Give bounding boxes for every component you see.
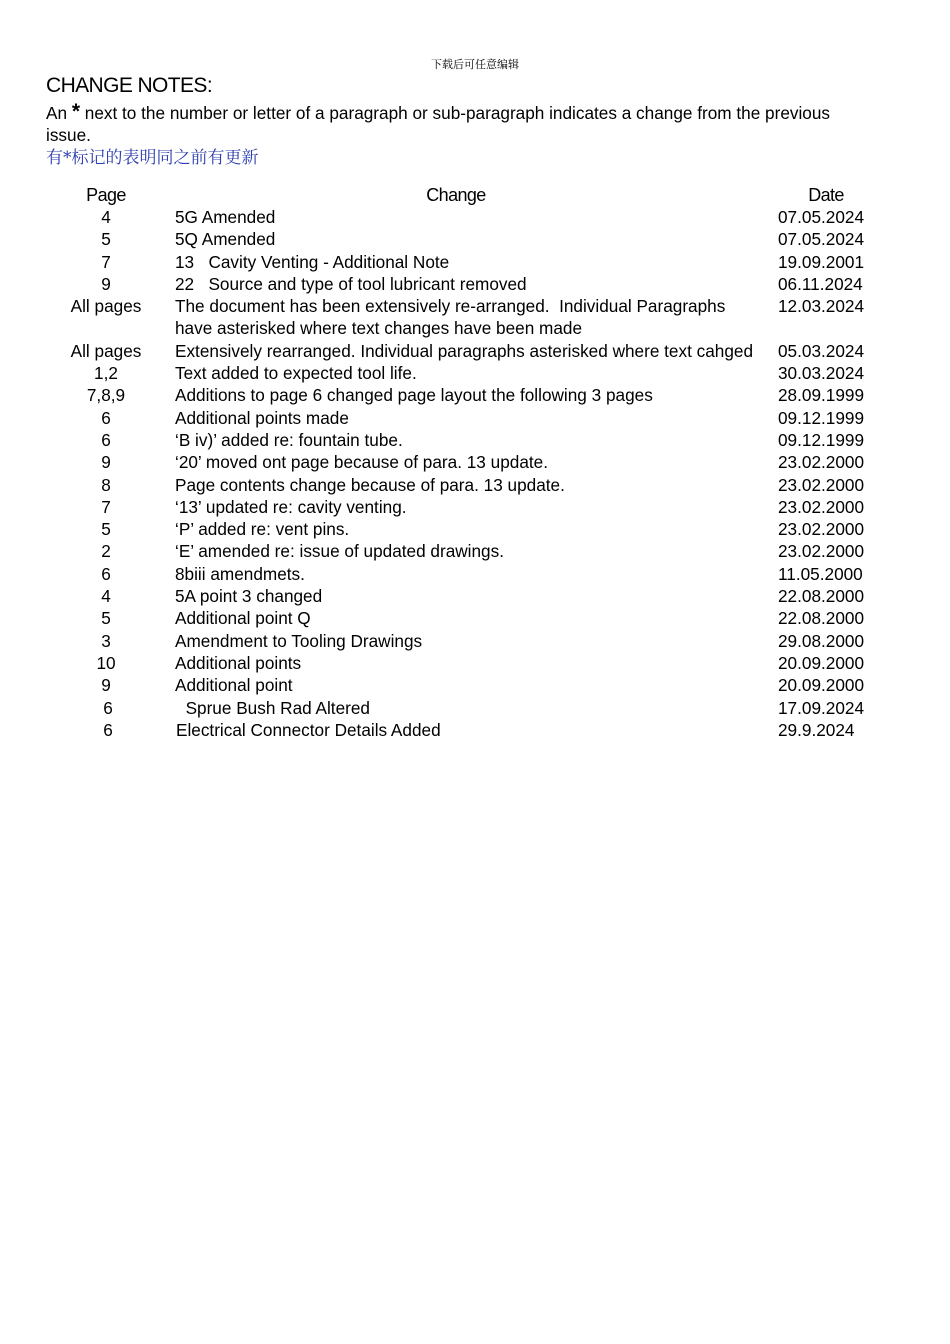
page-cell: All pages — [70, 296, 142, 317]
change-cell: ‘P’ added re: vent pins. — [175, 519, 350, 540]
chinese-note: 有*标记的表明同之前有更新 — [46, 148, 259, 168]
page-cell: 8 — [101, 474, 111, 495]
page-cell: 5 — [101, 608, 111, 629]
change-cell: 22 Source and type of tool lubricant removed — [175, 273, 527, 294]
page-cell: 6 — [103, 697, 113, 718]
page-cell: 9 — [101, 273, 111, 294]
date-cell: 07.05.2024 — [778, 229, 865, 250]
change-table-header — [0, 184, 950, 206]
change-cell: ‘B iv)’ added re: fountain tube. — [175, 429, 403, 450]
change-cell: ‘E’ amended re: issue of updated drawings. — [175, 541, 504, 562]
page-cell: 5 — [101, 229, 111, 250]
page-cell: 6 — [101, 407, 111, 428]
table-row — [0, 474, 950, 496]
date-cell: 23.02.2000 — [778, 519, 865, 540]
page-cell: 6 — [101, 429, 111, 450]
page-cell: 4 — [101, 207, 111, 227]
change-cell: The document has been extensively re-arranged. Individual Paragraphs have asterisked where text changes have been made — [175, 296, 731, 339]
table-row — [0, 451, 950, 473]
page-cell: 2 — [101, 541, 111, 562]
table-row — [0, 429, 950, 451]
intro-suffix: next to the number or letter of a paragraph or sub-paragraph indicates a change from the previous issue. — [46, 103, 831, 146]
table-row — [0, 585, 950, 607]
page-cell: All pages — [70, 340, 142, 361]
date-cell: 23.02.2000 — [778, 452, 865, 473]
table-row — [0, 540, 950, 562]
table-row — [0, 273, 950, 295]
table-row — [0, 674, 950, 696]
table-row — [0, 496, 950, 518]
change-cell: Text added to expected tool life. — [175, 363, 417, 384]
date-cell: 29.08.2000 — [778, 630, 865, 651]
table-row — [0, 719, 950, 741]
change-cell: Sprue Bush Rad Altered — [176, 697, 370, 718]
change-cell: Electrical Connector Details Added — [176, 719, 441, 740]
intro-prefix: An — [46, 103, 72, 123]
change-cell: Additional points made — [175, 407, 349, 428]
column-header-date: Date — [808, 185, 844, 205]
date-cell: 23.02.2000 — [778, 541, 865, 562]
change-cell: Additional points — [175, 652, 302, 673]
table-row — [0, 563, 950, 585]
change-cell: Extensively rearranged. Individual paragraphs asterisked where text cahged — [175, 340, 754, 361]
date-cell: 09.12.1999 — [778, 429, 865, 450]
date-cell: 12.03.2024 — [778, 296, 865, 317]
intro-paragraph — [46, 101, 876, 147]
table-row — [0, 518, 950, 540]
table-row — [0, 607, 950, 629]
date-cell: 30.03.2024 — [778, 363, 865, 384]
page-cell: 9 — [101, 675, 111, 696]
page-title: CHANGE NOTES: — [46, 74, 213, 97]
page-cell: 4 — [101, 586, 111, 607]
date-cell: 23.02.2000 — [778, 474, 865, 495]
change-cell: 5Q Amended — [175, 229, 276, 250]
table-row — [0, 206, 950, 228]
column-header-change: Change — [426, 185, 486, 205]
change-cell: Page contents change because of para. 13 update. — [175, 474, 565, 495]
table-row — [0, 384, 950, 406]
change-cell: 5G Amended — [175, 207, 276, 227]
change-cell: Additional point Q — [175, 608, 311, 629]
table-row — [0, 630, 950, 652]
table-row — [0, 407, 950, 429]
date-cell: 07.05.2024 — [778, 207, 865, 227]
page-cell: 7 — [101, 251, 111, 272]
change-cell: 5A point 3 changed — [175, 586, 323, 607]
date-cell: 29.9.2024 — [778, 719, 855, 740]
change-table-body — [0, 206, 950, 741]
change-cell: 13 Cavity Venting - Additional Note — [175, 251, 450, 272]
date-cell: 22.08.2000 — [778, 608, 865, 629]
table-row — [0, 652, 950, 674]
page-cell: 7,8,9 — [86, 385, 126, 406]
date-cell: 28.09.1999 — [778, 385, 865, 406]
page-cell: 7 — [101, 496, 111, 517]
page-cell: 9 — [101, 452, 111, 473]
date-cell: 20.09.2000 — [778, 652, 865, 673]
page-cell: 3 — [101, 630, 111, 651]
page-cell: 6 — [103, 719, 113, 740]
table-row — [0, 362, 950, 384]
date-cell: 17.09.2024 — [778, 697, 865, 718]
date-cell: 11.05.2000 — [778, 563, 863, 584]
date-cell: 06.11.2024 — [778, 273, 863, 294]
table-row — [0, 251, 950, 273]
page-cell: 5 — [101, 519, 111, 540]
table-row — [0, 295, 950, 340]
change-cell: 8biii amendmets. — [175, 563, 305, 584]
date-cell: 20.09.2000 — [778, 675, 865, 696]
page-header-watermark: 下载后可任意编辑 — [431, 58, 519, 71]
date-cell: 23.02.2000 — [778, 496, 865, 517]
date-cell: 22.08.2000 — [778, 586, 865, 607]
change-cell: ‘13’ updated re: cavity venting. — [175, 496, 407, 517]
page-cell: 6 — [101, 563, 111, 584]
date-cell: 09.12.1999 — [778, 407, 865, 428]
change-cell: ‘20’ moved ont page because of para. 13 update. — [175, 452, 548, 473]
change-cell: Amendment to Tooling Drawings — [175, 630, 423, 651]
date-cell: 19.09.2001 — [778, 251, 865, 272]
change-cell: Additions to page 6 changed page layout the following 3 pages — [175, 385, 653, 406]
table-row — [0, 697, 950, 719]
page-cell: 1,2 — [94, 363, 118, 384]
asterisk-marker: * — [71, 100, 80, 123]
date-cell: 05.03.2024 — [778, 340, 865, 361]
change-cell: Additional point — [175, 675, 293, 696]
table-row — [0, 340, 950, 362]
column-header-page: Page — [86, 185, 126, 205]
page-cell: 10 — [96, 652, 116, 673]
table-row — [0, 228, 950, 250]
